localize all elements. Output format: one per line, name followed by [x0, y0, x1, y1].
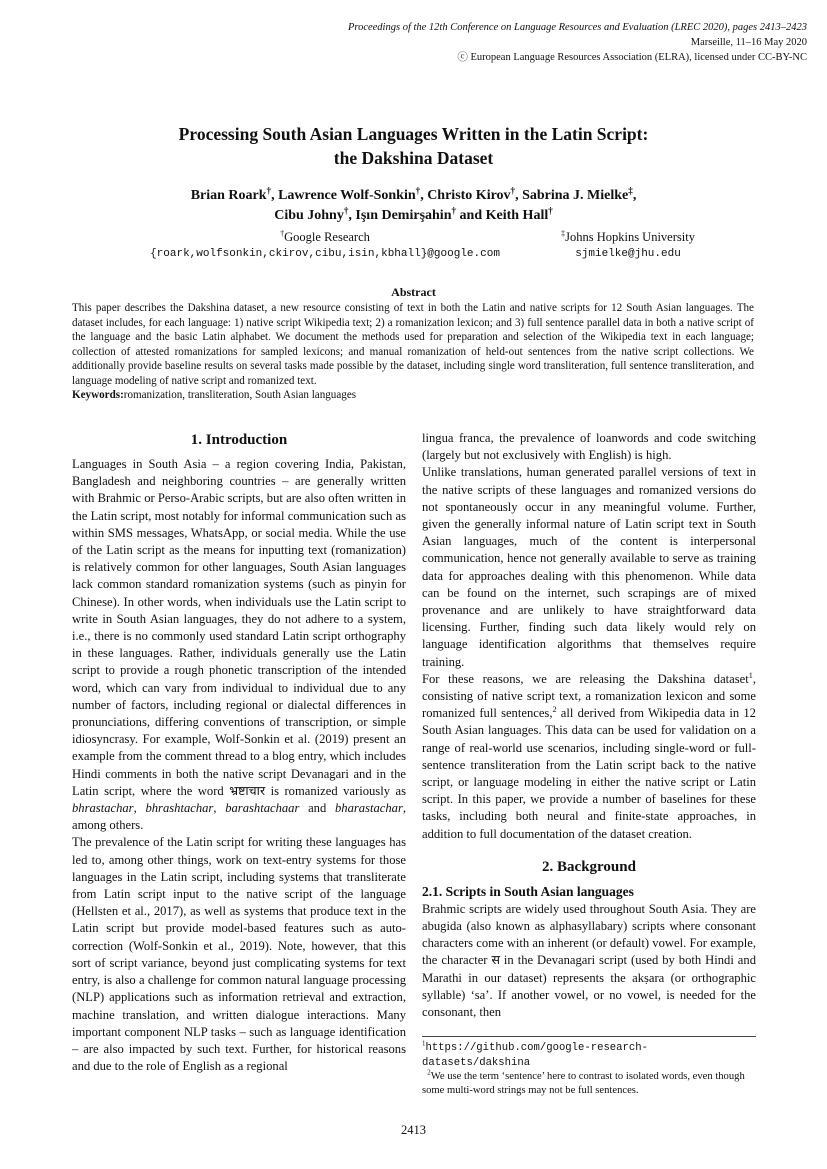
affil-mark: †: [510, 185, 516, 196]
footnote-1: $^1$https://github.com/google-research-datasets/dakshina: [422, 1040, 648, 1069]
affil-mark: †: [280, 228, 285, 238]
abstract-heading: Abstract: [391, 285, 436, 299]
paragraph: Brahmic scripts are widely used throughout South Asia. They are abugida (also known as alphasyllabary) scripts where consonant characters come with an inherent (or default) vowel. For example, the character स in the Devanagari script (used by both Hindi and Marathi in our dataset) represents the akṣara (or orthographic syllable) ‘sa’. If another vowel, or no vowel, is needed for the consonant, then: [422, 901, 756, 1020]
affiliation-name: Google Research: [284, 230, 370, 244]
footnote-link[interactable]: https://github.com/google-research-datasets/dakshina: [422, 1042, 648, 1069]
affil-mark: †: [415, 185, 421, 196]
keywords-label: Keywords:: [72, 389, 124, 401]
section-heading-background: 2. Background: [542, 858, 636, 875]
author-name: Lawrence Wolf-Sonkin: [278, 188, 416, 203]
author-name: Brian Roark: [190, 188, 267, 203]
title-line-2: the Dakshina Dataset: [333, 148, 494, 168]
abstract: [72, 301, 754, 403]
email: {roark,wolfsonkin,ckirov,cibu,isin,kbhall}@google.com: [150, 248, 500, 260]
paragraph: Languages in South Asia – a region covering India, Pakistan, Bangladesh and neighboring countries – are generally written with Brahmic or Perso-Arabic scripts, but are also often written in the Latin script, most notably for informal communication such as within SMS messages, WhatsApp, or social media. While the use of the Latin script as the means for inputting text (romanization) is relatively common for other languages, South Asian languages lack common standard romanization systems (such as pinyin for Chinese). In other words, when individuals use the Latin script to write in South Asian languages, they do not adhere to a system, i.e., there is no commonly used standard Latin script orthography in these languages. Rather, individuals generally use the Latin script to provide a rough phonetic transcription of the intended word, which can vary from individual to individual due to any number of factors, including regional or dialectal differences in pronunciations, differing conventions of transcription, or simple idiosyncrasy. For example, Wolf-Sonkin et al. (2019) present an example from the comment thread to a blog entry, which includes Hindi comments in both the native script Devanagari and in the Latin script, where the word भ्रष्टाचार is romanized variously as bhrastachar, bhrashtachar, barashtachaar and bharastachar, among others.: [72, 457, 407, 833]
proceedings-header: [348, 20, 807, 65]
footnote-2: $^2$We use the term ‘sentence’ here to contrast to isolated words, even though some multi-word strings may not be full sentences.: [422, 1069, 745, 1096]
affiliation-google: [125, 229, 525, 263]
header-line-2: Marseille, 11–16 May 2020: [690, 37, 807, 48]
affil-mark: ‡: [628, 185, 633, 196]
paper-title: [0, 122, 827, 170]
footnote-ref[interactable]: 2: [552, 705, 557, 715]
paragraph: lingua franca, the prevalence of loanwords and code switching (largely but not exclusively with English) is high.: [422, 431, 756, 463]
author-name: Christo Kirov: [427, 188, 511, 203]
author-name: Sabrina J. Mielke: [522, 188, 629, 203]
author-name: Işın Demirşahin: [355, 208, 452, 223]
email: sjmielke@jhu.edu: [575, 248, 681, 260]
paragraph: The prevalence of the Latin script for writing these languages has led to, among other things, work on text-entry systems for those languages in the Latin script, including systems that transliterate from Latin script input to the native script of the language (Hellsten et al., 2017), as well as systems that produce text in the Latin script but provide model-based features such as auto-correction (Wolf-Sonkin et al., 2019). Note, however, that this sort of script variance, beyond just complicating systems for text entry, is also a challenge for common natural language processing (NLP) applications such as information retrieval and extraction, machine translation, and written dialogue interactions. Many important component NLP tasks – such as language identification – are also impacted by such text. Further, for historical reasons and due to the role of English as a regional: [72, 835, 406, 1074]
author-name: Cibu Johny: [274, 208, 344, 223]
footnote-ref[interactable]: 1: [748, 670, 753, 680]
affil-mark: †: [266, 185, 272, 196]
section-heading-introduction: 1. Introduction: [190, 432, 288, 448]
right-column: [422, 430, 756, 1021]
keywords-text: romanization, transliteration, South Asian languages: [123, 389, 357, 401]
author-name: Keith Hall: [485, 208, 549, 223]
title-line-1: Processing South Asian Languages Written in the Latin Script:: [178, 124, 649, 144]
paragraph: Unlike translations, human generated parallel versions of text in the native scripts of these languages and romanized versions do not spontaneously occur in any meaningful volume. Further, given the generally informal nature of Latin script text in South Asian languages, much of the content is interpersonal communication, hence not generally available to serve as training data for approaches dealing with this phenomenon. While data can be found on the internet, such scrapings are of mixed provenance and are unlikely to have straightforward data licensing. Further, finding such data likely would rely on language identification algorithms that themselves require training.: [422, 465, 756, 669]
subsection-heading: 2.1. Scripts in South Asian languages: [422, 883, 634, 899]
footnotes: [422, 1036, 756, 1097]
affil-mark: †: [451, 205, 457, 216]
affiliation-jhu: [548, 229, 708, 263]
abstract-text: This paper describes the Dakshina dataset, a new resource consisting of text in both the Latin and native scripts for 12 South Asian languages. The dataset includes, for each language: 1) native script Wikipedia text; 2) a romanization lexicon; and 3) full sentence parallel data in both a native script of the language and the basic Latin alphabet. We document the methods used for preparation and selection of the Wikipedia text in each language; collection of attested romanizations for sampled lexicons; and manual romanization of held-out sentences from the native script collections. We additionally provide baseline results on several tasks made possible by the dataset, including single word transliteration, full sentence transliteration, and language modeling of native script and romanized text.: [72, 302, 754, 387]
keywords: [72, 388, 754, 403]
paragraph: For these reasons, we are releasing the Dakshina dataset$^1$, consisting of native script text, a romanization lexicon and some romanized full sentences,$^2$ all derived from Wikipedia data in 12 South Asian languages. This data can be used for validation on a range of real-world use scenarios, including single-word or full-sentence transliteration from the Latin script back to the native script, or language modeling in either the native script or Latin script. In this paper, we provide a number of baselines for these tasks, including both neural and finite-state approaches, in addition to full documentation of the dataset creation.: [422, 670, 756, 841]
header-line-1: Proceedings of the 12th Conference on Language Resources and Evaluation (LREC 2020), pages 2413–2423: [347, 22, 807, 33]
affiliation-name: Johns Hopkins University: [565, 230, 695, 244]
author-list: Brian Roark†, Lawrence Wolf-Sonkin†, Christo Kirov†, Sabrina J. Mielke‡, Cibu Johny†, Işın Demirşahin† and Keith Hall†: [190, 185, 637, 223]
affil-mark: †: [343, 205, 349, 216]
page-number: 2413: [401, 1123, 426, 1137]
left-column: [72, 430, 406, 1075]
affil-mark: †: [548, 205, 553, 216]
header-line-3: ⓒ European Language Resources Association (ELRA), licensed under CC-BY-NC: [457, 52, 807, 63]
affil-mark: ‡: [561, 228, 566, 238]
and-word: and: [459, 208, 483, 223]
